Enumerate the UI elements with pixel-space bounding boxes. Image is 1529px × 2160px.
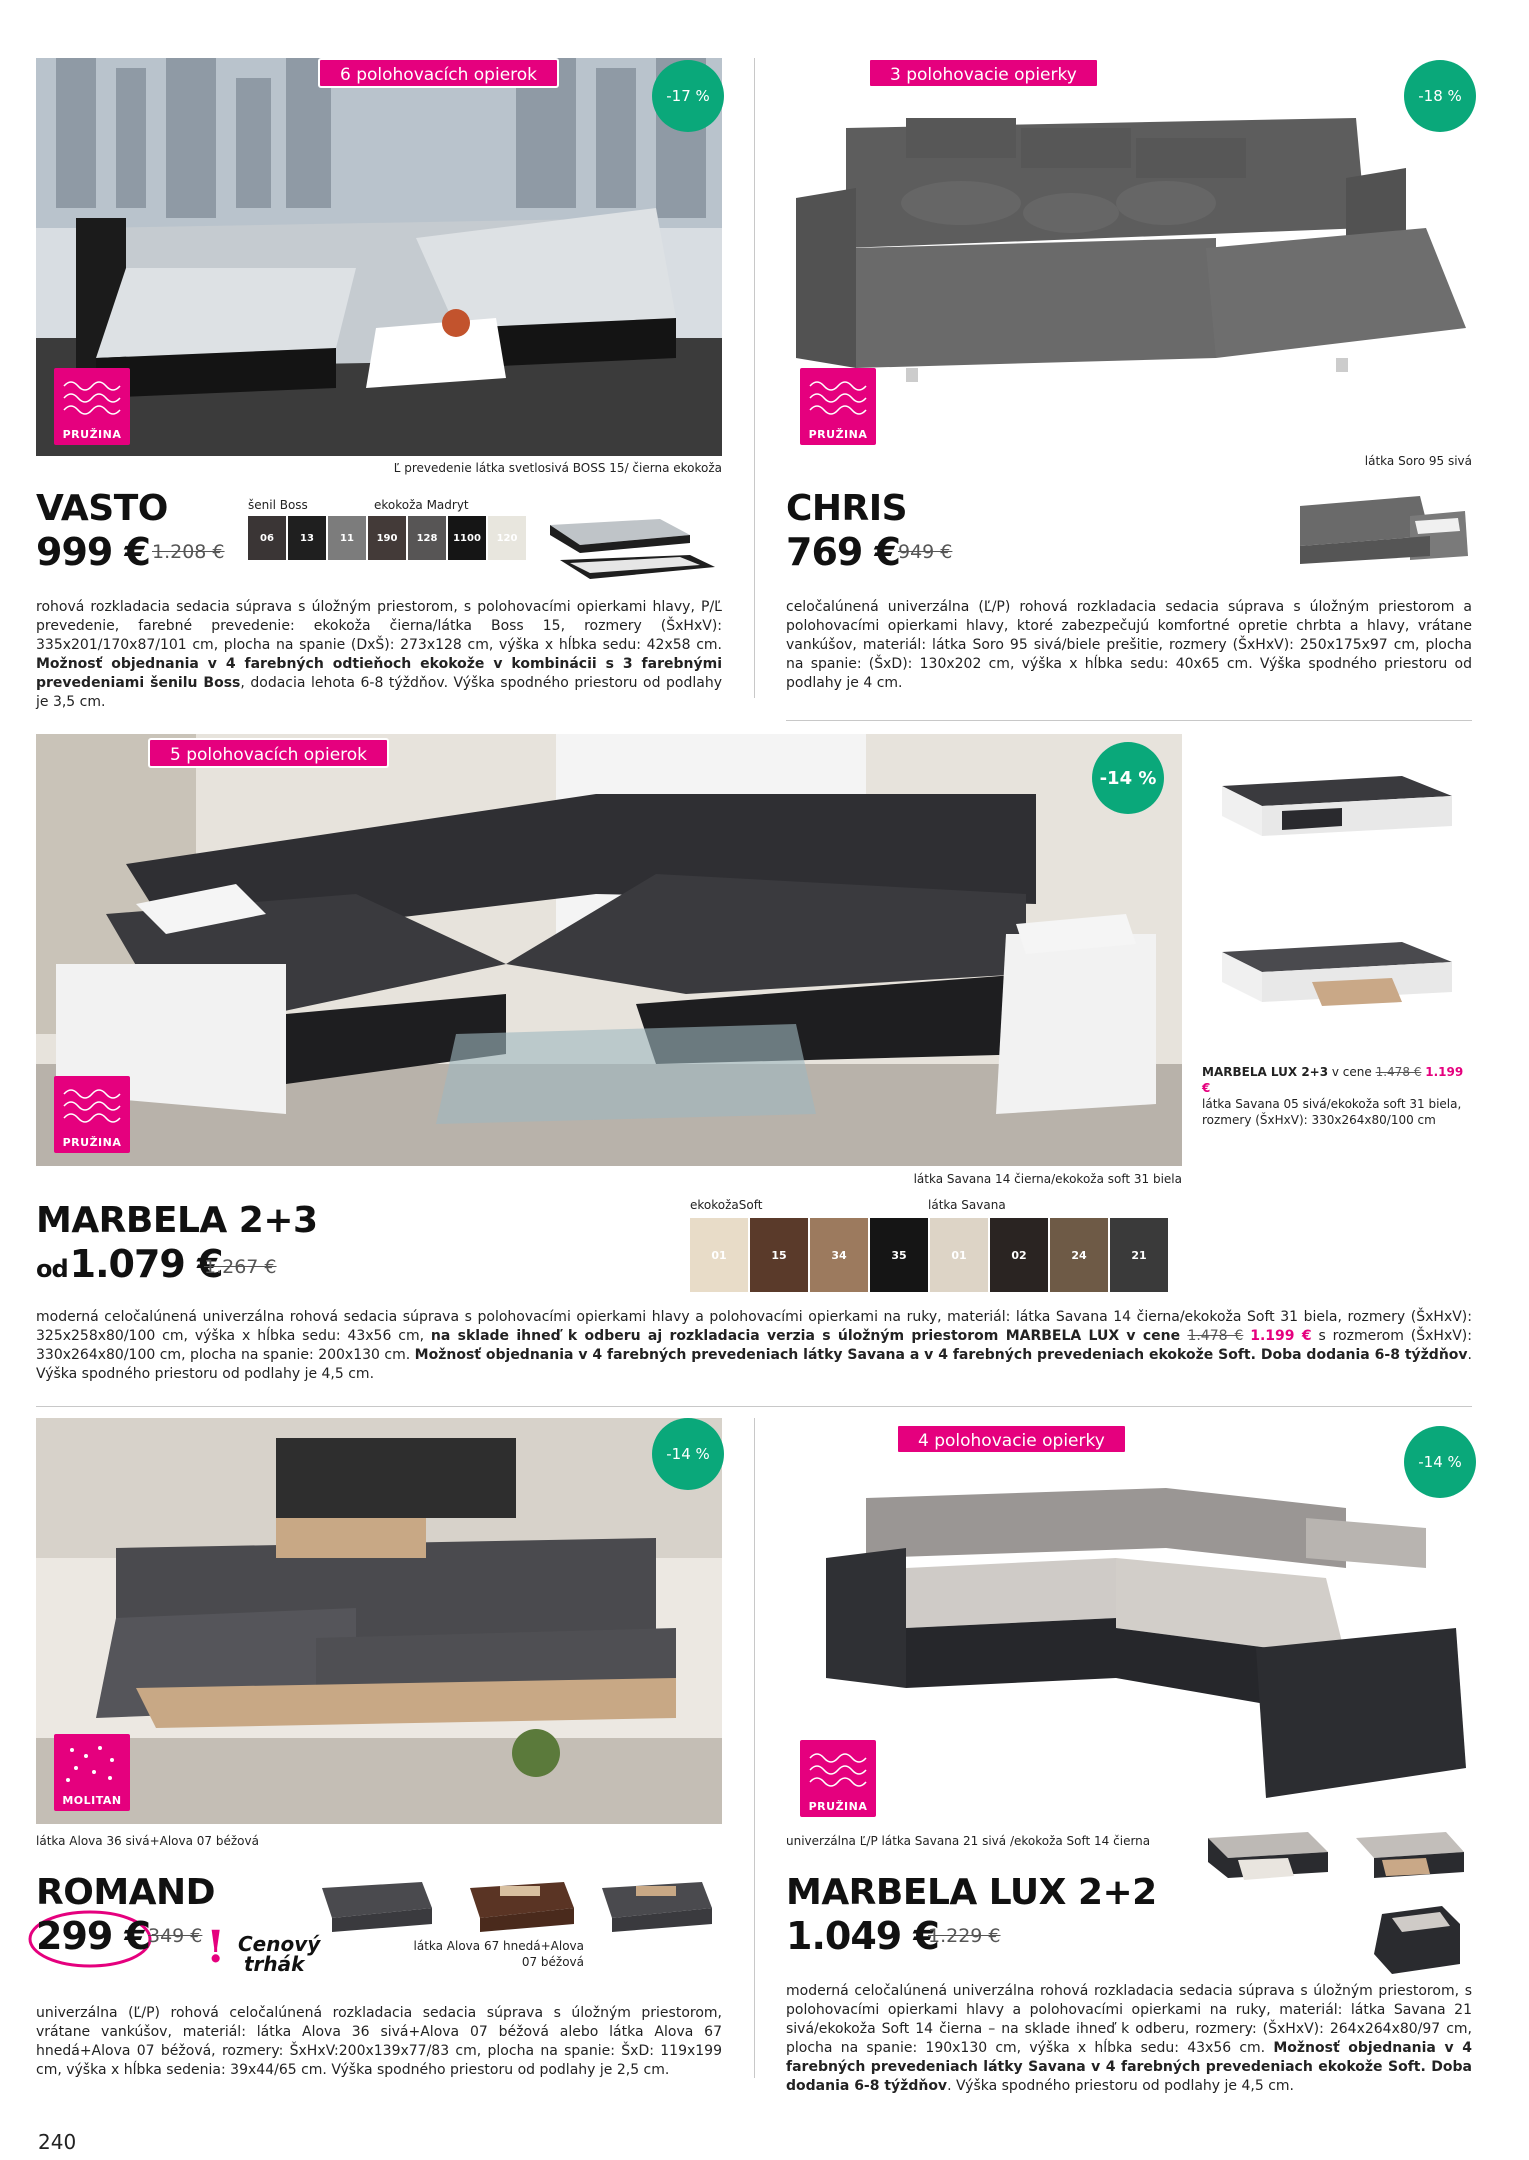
marbela-description [36,1308,1472,1384]
marbela-desc-bold: Možnosť objednania v 4 farebných prevedeniach látky Savana a v 4 farebných prevedeniach ekokože Soft. Doba dodania 6-8 týždňov [414,1347,1468,1363]
romand-price: 299 € [36,1914,150,1958]
marbela-photo [36,734,1182,1166]
foam-icon [54,1734,130,1792]
color-swatch: 34 [810,1218,868,1292]
marbela-swatch-group-2: látka Savana [928,1198,1006,1212]
chris-image-caption: látka Soro 95 sivá [1364,454,1472,468]
side-old-price: 1.478 € [1375,1065,1422,1079]
marbela-lux-thumbnail-2 [1202,922,1472,1022]
vasto-desc-bold: Možnosť objednania v 4 farebných odtieňoch ekokože v kombinácii s 3 farebnými prevedeniami šenilu Boss [36,656,722,691]
spring-label: PRUŽINA [808,428,868,441]
marbela-lux-desc-part: moderná celočalúnená univerzálna rohová rozkladacia sedacia súprava s úložným priestorom, s polohovacími opierkami hlavy a polohovacími opierkami na ruky, materiál: látka Savana 21 sivá/ekokoža Soft 14 čierna – na sklade ihneď k odberu, rozmery: (ŠxHxV): 264x264x80/97 cm, plocha na spanie: 190x130 cm, výška x hĺbka sedu: 43x56 cm. [786,1983,1472,2056]
deal-exclamation-icon: ! [206,1922,226,1973]
spring-label: PRUŽINA [808,1800,868,1813]
marbela-lux-photo [786,1418,1472,1818]
deal-label [238,1934,320,1974]
vasto-spring-badge [54,368,130,445]
color-swatch: 01 [930,1218,988,1292]
marbela-lux-old-price: 1.229 € [928,1925,1001,1947]
divider [754,58,755,698]
chris-spring-badge [800,368,876,445]
vasto-desc-part: , dodacia lehota 6-8 týždňov. Výška spodného priestoru od podlahy je 3,5 cm. [36,675,722,710]
side-text: v cene [1328,1065,1376,1079]
color-swatch: 190 [368,516,406,560]
deal-line-1: Cenový [238,1932,321,1956]
side-new-price: 1.199 € [1202,1065,1464,1095]
romand-alt-caption: látka Alova 67 hnedá+Alova 07 béžová [413,1939,584,1969]
vasto-title: VASTO [36,488,168,529]
marbela-lux-spring-badge [800,1740,876,1817]
marbela-lux-description [786,1982,1472,2096]
marbela-headrest-badge: 5 polohovacích opierok [148,738,389,768]
color-swatch: 24 [1050,1218,1108,1292]
color-swatch: 11 [328,516,366,560]
color-swatch: 21 [1110,1218,1168,1292]
chris-thumbnail [1290,486,1472,574]
romand-title: ROMAND [36,1872,216,1913]
marbela-lux-headrest-badge: 4 polohovacie opierky [896,1424,1127,1454]
color-swatch: 128 [408,516,446,560]
color-swatch: 01 [690,1218,748,1292]
vasto-headrest-badge: 6 polohovacích opierok [318,58,559,88]
side-desc: látka Savana 05 sivá/ekokoža soft 31 biela, rozmery (ŠxHxV): 330x264x80/100 cm [1202,1097,1462,1127]
marbela-swatch-group-1: ekokožaSoft [690,1198,763,1212]
divider [36,1406,1472,1407]
marbela-desc-part: s rozmerom (ŠxHxV): 330x264x80/100 cm, plocha na spanie: 200x130 cm. [36,1328,1472,1363]
marbela-lux-desc-bold: Možnosť objednania v 4 farebných prevedeniach látky Savana v 4 farebných prevedeniach ekokože Soft. Doba dodania 6-8 týždňov [786,2040,1472,2094]
spring-icon [54,368,130,426]
spring-icon [800,368,876,426]
romand-thumbnail-1 [312,1868,442,1942]
price-prefix: od [36,1255,68,1283]
chris-title: CHRIS [786,488,908,529]
chris-headrest-badge: 3 polohovacie opierky [868,58,1099,88]
marbela-lux-title: MARBELA LUX 2+2 [786,1872,1157,1913]
romand-old-price: 349 € [148,1925,203,1947]
marbela-lux-image-caption: univerzálna Ľ/P látka Savana 21 sivá /ekokoža Soft 14 čierna [786,1834,1151,1848]
romand-image-caption: látka Alova 36 sivá+Alova 07 béžová [36,1834,259,1848]
vasto-desc-part: rohová rozkladacia sedacia súprava s úložným priestorom, s polohovacími opierkami hlavy, P/Ľ prevedenie, farebné prevedenie: ekokoža čierna/látka Boss 15, rozmery (ŠxHxV): 335x201/170x87/101 cm, plocha na spanie (DxŠ): 273x128 cm, výška x hĺbka sedu: 42x58 cm. [36,599,722,653]
chris-photo [786,58,1472,448]
romand-photo [36,1418,722,1824]
marbela-lux-price: 1.049 € [786,1914,939,1958]
romand-molitan-badge [54,1734,130,1811]
vasto-swatch-group-2: ekokoža Madryt [374,498,469,512]
chris-price: 769 € [786,530,900,574]
chris-old-price: 949 € [898,541,953,563]
color-swatch: 13 [288,516,326,560]
marbela-desc-part: . Výška spodného priestoru od podlahy je 4,5 cm. [36,1347,1472,1382]
marbela-lux-side-note [1202,1064,1472,1128]
vasto-image-caption: Ľ prevedenie látka svetlosivá BOSS 15/ čierna ekokoža [393,461,722,475]
vasto-old-price: 1.208 € [152,541,225,563]
marbela-desc-old: 1.478 € [1187,1328,1244,1344]
spring-icon [800,1740,876,1798]
marbela-desc-new: 1.199 € [1250,1328,1312,1344]
page-number: 240 [38,2130,77,2154]
molitan-label: MOLITAN [62,1794,122,1807]
marbela-image-caption: látka Savana 14 čierna/ekokoža soft 31 biela [913,1172,1182,1186]
spring-label: PRUŽINA [62,1136,122,1149]
color-swatch: 06 [248,516,286,560]
divider [754,1418,755,2078]
vasto-description [36,598,722,712]
color-swatch: 1100 [448,516,486,560]
romand-thumbnail-2 [460,1868,584,1942]
vasto-price: 999 € [36,530,150,574]
marbela-spring-badge [54,1076,130,1153]
marbela-desc-part: moderná celočalúnená univerzálna rohová sedacia súprava s polohovacími opierkami hlavy a polohovacími opierkami na ruky, materiál: látka Savana 14 čierna/ekokoža Soft 31 biela, rozmery (ŠxHxV): 325x258x80/100 cm, výška x hĺbka sedu: 43x56 cm, [36,1309,1472,1344]
romand-thumbnail-3 [592,1868,722,1942]
marbela-lux-thumbnail-c [1362,1894,1472,1984]
color-swatch: 15 [750,1218,808,1292]
chris-discount-badge: -18 % [1404,60,1476,132]
price-value: 1.079 € [69,1242,223,1286]
vasto-swatch-group-1: šenil Boss [248,498,308,512]
marbela-price [36,1242,223,1286]
romand-description: univerzálna (Ľ/P) rohová celočalúnená rozkladacia sedacia súprava s úložným priestorom, vrátane vankúšov, materiál: látka Alova 36 sivá+Alova 07 béžová alebo látka Alova 67 hnedá+Alova 07 béžová, rozmery: ŠxHxV:200x139x77/83 cm, plocha na spanie: ŠxD: 119x199 cm, výška x hĺbka sedenia: 39x44/65 cm. Výška spodného priestoru od podlahy je 2,5 cm. [36,2005,722,2078]
vasto-discount-badge: -17 % [652,60,724,132]
spring-icon [54,1076,130,1134]
marbela-lux-desc-part: . Výška spodného priestoru od podlahy je 4,5 cm. [947,2078,1294,2094]
marbela-desc-bold: na sklade ihneď k odberu aj rozkladacia verzia s úložným priestorom MARBELA LUX v cene [430,1328,1188,1344]
romand-discount-badge: -14 % [652,1418,724,1490]
deal-line-2: trhák [244,1952,305,1976]
marbela-lux-thumbnail-a [1198,1818,1338,1894]
marbela-old-price: 1.267 € [204,1256,277,1278]
marbela-discount-badge: -14 % [1092,742,1164,814]
vasto-thumbnails [540,505,722,583]
color-swatch: 02 [990,1218,1048,1292]
marbela-title: MARBELA 2+3 [36,1200,318,1241]
chris-description: celočalúnená univerzálna (Ľ/P) rohová rozkladacia sedacia súprava s úložným priestorom a polohovacími opierkami hlavy, ktoré zabezpečujú komfortné opretie chrbta a hlavy, vrátane vankúšov, materiál: látka Soro 95 sivá/biele prešitie, rozmery (ŠxHxV): 250x175x97 cm, plocha na spanie: (ŠxD): 130x202 cm, výška x hĺbka sedu: 40x65 cm. Výška spodného priestoru od podlahy je 4 cm. [786,599,1472,691]
side-title: MARBELA LUX 2+3 [1202,1065,1329,1079]
spring-label: PRUŽINA [62,428,122,441]
color-swatch: 120 [488,516,526,560]
marbela-lux-thumbnail-b [1346,1818,1472,1894]
vasto-photo [36,58,722,456]
divider [786,720,1472,721]
color-swatch: 35 [870,1218,928,1292]
marbela-lux-discount-badge: -14 % [1404,1426,1476,1498]
marbela-lux-thumbnail-1 [1202,756,1472,856]
